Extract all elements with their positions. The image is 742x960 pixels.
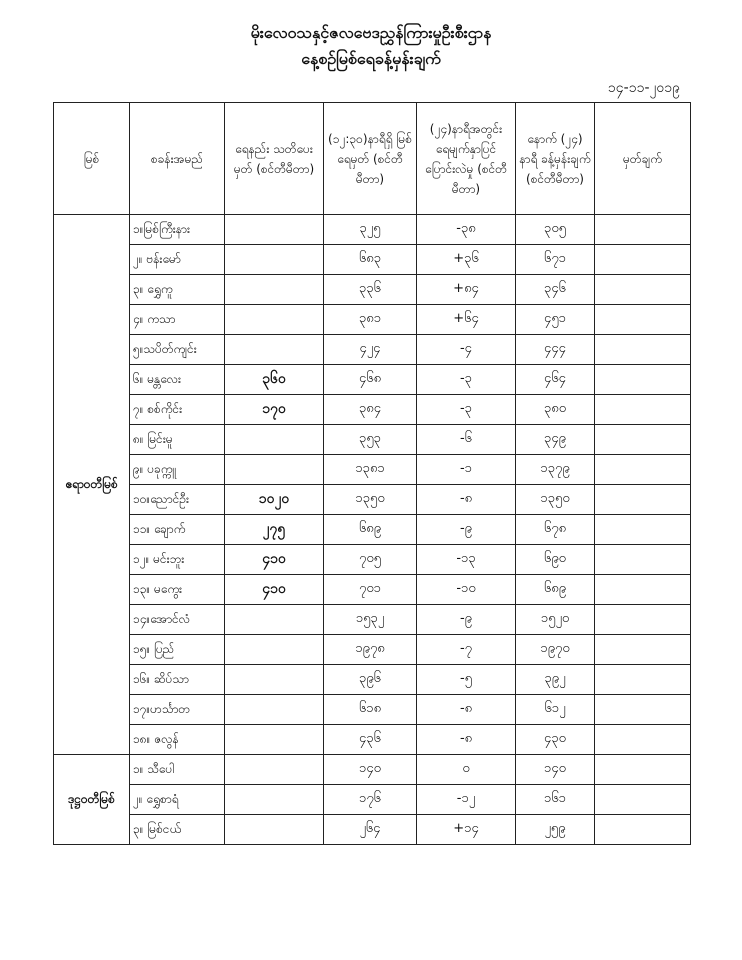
forecast-level: ၃၉၂ xyxy=(516,665,595,695)
table-row xyxy=(54,485,691,515)
observed-level: ၃၃၆ xyxy=(324,275,417,305)
table-row xyxy=(54,785,691,815)
header-level-change: (၂၄)နာရီအတွင်း ရေမျက်နှာပြင် ပြောင်းလဲမှု (စင်တီမီတာ) xyxy=(417,103,516,215)
remarks-cell xyxy=(595,275,691,305)
header-observed-level: (၁၂:၃၀)နာရီရှိ မြစ်ရေမှတ် (စင်တီမီတာ) xyxy=(324,103,417,215)
station-name: ၂။ ရွှေစာရံ xyxy=(130,785,225,815)
table-body xyxy=(54,215,691,845)
station-name: ၁၅။ ပြည် xyxy=(130,635,225,665)
station-name: ၁၂။ မင်းဘူး xyxy=(130,545,225,575)
river-name: ဒုဋ္ဌဝတီမြစ် xyxy=(54,755,130,845)
level-change: -၆ xyxy=(417,425,516,455)
observed-level: ၃၂၅ xyxy=(324,215,417,245)
forecast-level: ၆၁၂ xyxy=(516,695,595,725)
observed-level: ၇၀၁ xyxy=(324,575,417,605)
station-name: ၆။ မန္တလေး xyxy=(130,365,225,395)
station-name: ၁၆။ ဆိပ်သာ xyxy=(130,665,225,695)
warning-level xyxy=(225,755,324,785)
station-name: ၁၈။ ဇလွန် xyxy=(130,725,225,755)
remarks-cell xyxy=(595,395,691,425)
table-row xyxy=(54,335,691,365)
forecast-level: ၆၇၁ xyxy=(516,245,595,275)
station-name: ၈။ မြင်းမူ xyxy=(130,425,225,455)
forecast-level: ၃၄၆ xyxy=(516,275,595,305)
observed-level: ၄၃၆ xyxy=(324,725,417,755)
report-date: ၁၄-၁၁-၂၀၁၉ xyxy=(607,80,680,96)
table-row xyxy=(54,575,691,605)
observed-level: ၄၆၈ xyxy=(324,365,417,395)
station-name: ၇။ စစ်ကိုင်း xyxy=(130,395,225,425)
table-row xyxy=(54,515,691,545)
station-name: ၁၀။ညောင်ဦး xyxy=(130,485,225,515)
warning-level xyxy=(225,725,324,755)
forecast-level: ၃၈၀ xyxy=(516,395,595,425)
level-change: +၃၆ xyxy=(417,245,516,275)
remarks-cell xyxy=(595,785,691,815)
warning-level xyxy=(225,815,324,845)
level-change: -၃ xyxy=(417,365,516,395)
observed-level: ၆၁၈ xyxy=(324,695,417,725)
table-row xyxy=(54,755,691,785)
remarks-cell xyxy=(595,575,691,605)
station-name: ၂။ ဗန်းမော် xyxy=(130,245,225,275)
level-change: -၁ xyxy=(417,455,516,485)
table-row xyxy=(54,725,691,755)
warning-level xyxy=(225,605,324,635)
observed-level: ၁၇၆ xyxy=(324,785,417,815)
warning-level: ၂၇၅ xyxy=(225,515,324,545)
level-change: -၇ xyxy=(417,635,516,665)
remarks-cell xyxy=(595,455,691,485)
header-river: မြစ် xyxy=(54,103,130,215)
remarks-cell xyxy=(595,605,691,635)
observed-level: ၁၅၃၂ xyxy=(324,605,417,635)
table-row xyxy=(54,605,691,635)
remarks-cell xyxy=(595,335,691,365)
level-change: -၅ xyxy=(417,665,516,695)
forecast-level: ၂၅၉ xyxy=(516,815,595,845)
station-name: ၃။ မြစ်ငယ် xyxy=(130,815,225,845)
remarks-cell xyxy=(595,545,691,575)
forecast-level: ၁၄၀ xyxy=(516,755,595,785)
table-row xyxy=(54,395,691,425)
observed-level: ၃၈၄ xyxy=(324,395,417,425)
table-row xyxy=(54,215,691,245)
station-name: ၁။မြစ်ကြီးနား xyxy=(130,215,225,245)
level-change: -၈ xyxy=(417,725,516,755)
table-row xyxy=(54,275,691,305)
forecast-level: ၁၃၇၉ xyxy=(516,455,595,485)
warning-level xyxy=(225,305,324,335)
forecast-level: ၁၃၅၀ xyxy=(516,485,595,515)
table-row xyxy=(54,665,691,695)
forecast-level: ၄၄၄ xyxy=(516,335,595,365)
forecast-level: ၄၅၁ xyxy=(516,305,595,335)
river-name: ဧရာဝတီမြစ် xyxy=(54,215,130,755)
level-change: -၈ xyxy=(417,695,516,725)
remarks-cell xyxy=(595,755,691,785)
observed-level: ၁၄၀ xyxy=(324,755,417,785)
table-row xyxy=(54,305,691,335)
station-name: ၉။ ပခုက္ကူ xyxy=(130,455,225,485)
forecast-level: ၄၃၀ xyxy=(516,725,595,755)
level-change: -၁၃ xyxy=(417,545,516,575)
observed-level: ၇၀၅ xyxy=(324,545,417,575)
forecast-table xyxy=(53,102,691,845)
warning-level: ၄၁၀ xyxy=(225,575,324,605)
observed-level: ၁၃၈၁ xyxy=(324,455,417,485)
station-name: ၁၄။အောင်လံ xyxy=(130,605,225,635)
warning-level xyxy=(225,215,324,245)
observed-level: ၁၉၇၈ xyxy=(324,635,417,665)
warning-level: ၃၆၀ xyxy=(225,365,324,395)
remarks-cell xyxy=(595,665,691,695)
table-row xyxy=(54,245,691,275)
forecast-level: ၁၉၇၀ xyxy=(516,635,595,665)
remarks-cell xyxy=(595,815,691,845)
table-row xyxy=(54,425,691,455)
warning-level xyxy=(225,425,324,455)
warning-level xyxy=(225,785,324,815)
remarks-cell xyxy=(595,305,691,335)
table-row xyxy=(54,635,691,665)
table-header-row xyxy=(54,103,691,215)
table-row xyxy=(54,365,691,395)
header-remarks: မှတ်ချက် xyxy=(595,103,691,215)
remarks-cell xyxy=(595,695,691,725)
level-change: -၉ xyxy=(417,515,516,545)
table-row xyxy=(54,455,691,485)
observed-level: ၆၈၃ xyxy=(324,245,417,275)
observed-level: ၂၆၄ xyxy=(324,815,417,845)
forecast-level: ၃၄၉ xyxy=(516,425,595,455)
warning-level: ၁၀၂၀ xyxy=(225,485,324,515)
warning-level xyxy=(225,275,324,305)
remarks-cell xyxy=(595,425,691,455)
level-change: ၀ xyxy=(417,755,516,785)
report-title: မိုးလေဝသနှင့်ဇလဗေဒညွှန်ကြားမှုဦးစီးဌာန xyxy=(250,23,492,42)
forecast-level: ၁၅၂၀ xyxy=(516,605,595,635)
warning-level xyxy=(225,455,324,485)
station-name: ၁။ သီပေါ xyxy=(130,755,225,785)
level-change: -၉ xyxy=(417,605,516,635)
warning-level xyxy=(225,245,324,275)
forecast-level: ၄၆၄ xyxy=(516,365,595,395)
level-change: +၈၄ xyxy=(417,275,516,305)
table-row xyxy=(54,695,691,725)
remarks-cell xyxy=(595,245,691,275)
warning-level: ၄၁၀ xyxy=(225,545,324,575)
remarks-cell xyxy=(595,365,691,395)
level-change: +၆၄ xyxy=(417,305,516,335)
remarks-cell xyxy=(595,635,691,665)
warning-level: ၁၇၀ xyxy=(225,395,324,425)
station-name: ၁၇။ဟင်္သာတ xyxy=(130,695,225,725)
level-change: -၄ xyxy=(417,335,516,365)
station-name: ၄။ ကသာ xyxy=(130,305,225,335)
header-station: စခန်းအမည် xyxy=(130,103,225,215)
forecast-level: ၃၀၅ xyxy=(516,215,595,245)
station-name: ၁၃။ မကွေး xyxy=(130,575,225,605)
forecast-level: ၁၆၁ xyxy=(516,785,595,815)
remarks-cell xyxy=(595,215,691,245)
header-warning-level: ရေနည်း သတိပေးမှတ် (စင်တီမီတာ) xyxy=(225,103,324,215)
observed-level: ၃၈၁ xyxy=(324,305,417,335)
warning-level xyxy=(225,665,324,695)
table-row xyxy=(54,545,691,575)
header-forecast: နောက် (၂၄) နာရီ ခန့်မှန်းချက် (စင်တီမီတာ) xyxy=(516,103,595,215)
level-change: -၁၂ xyxy=(417,785,516,815)
observed-level: ၃၉၆ xyxy=(324,665,417,695)
level-change: -၈ xyxy=(417,485,516,515)
forecast-level: ၆၇၈ xyxy=(516,515,595,545)
table-row xyxy=(54,815,691,845)
report-subtitle: နေ့စဉ်မြစ်ရေခန့်မှန်းချက် xyxy=(301,49,441,68)
station-name: ၅။သပိတ်ကျင်း xyxy=(130,335,225,365)
warning-level xyxy=(225,635,324,665)
observed-level: ၄၂၄ xyxy=(324,335,417,365)
remarks-cell xyxy=(595,485,691,515)
remarks-cell xyxy=(595,515,691,545)
observed-level: ၆၈၉ xyxy=(324,515,417,545)
level-change: -၃ xyxy=(417,395,516,425)
warning-level xyxy=(225,695,324,725)
level-change: -၁၀ xyxy=(417,575,516,605)
observed-level: ၃၅၃ xyxy=(324,425,417,455)
forecast-level: ၆၈၉ xyxy=(516,575,595,605)
remarks-cell xyxy=(595,725,691,755)
station-name: ၁၁။ ချောက် xyxy=(130,515,225,545)
level-change: +၁၄ xyxy=(417,815,516,845)
warning-level xyxy=(225,335,324,365)
forecast-level: ၆၉၀ xyxy=(516,545,595,575)
station-name: ၃။ ရွှေကူ xyxy=(130,275,225,305)
observed-level: ၁၃၅၀ xyxy=(324,485,417,515)
level-change: -၃၈ xyxy=(417,215,516,245)
